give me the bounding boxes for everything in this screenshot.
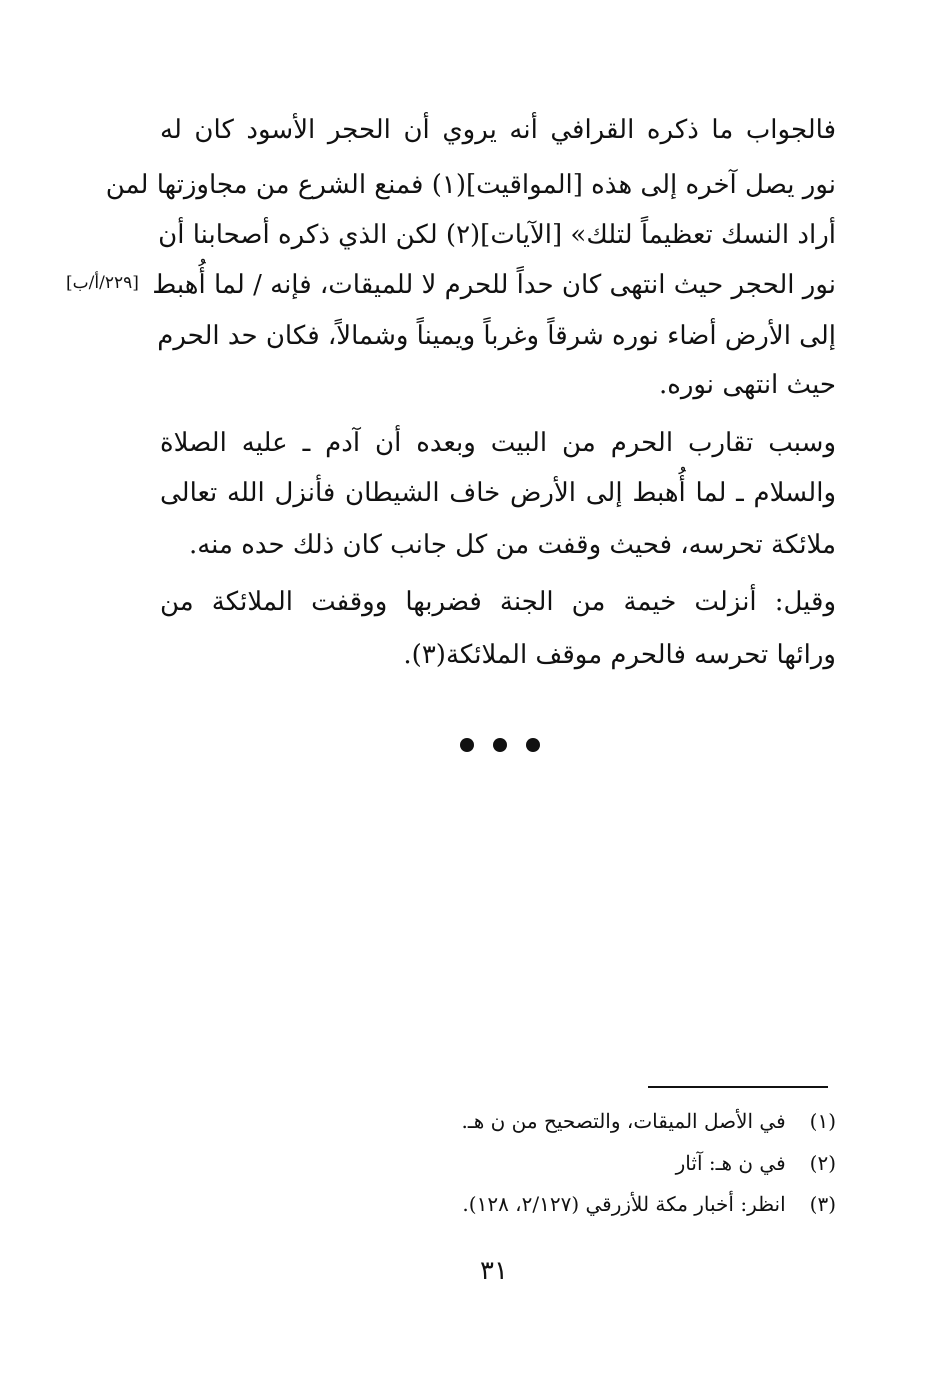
paragraph1-line6: حيث انتهى نوره. [658, 370, 836, 400]
paragraph3-line2: ورائها تحرسه فالحرم موقف الملائكة(٣). [403, 640, 836, 670]
paragraph2-line3: ملائكة تحرسه، فحيث وقفت من كل جانب كان ذلك حده منه. [188, 530, 836, 560]
paragraph1-line1: فالجواب ما ذكره القرافي أنه يروي أن الحجر الأسود كان له [160, 115, 836, 145]
paragraph2-line1: وسبب تقارب الحرم من البيت وبعده أن آدم ـ عليه الصلاة [160, 428, 836, 458]
footnote-number: (٢) [809, 1151, 836, 1175]
paragraph1-line5: إلى الأرض أضاء نوره شرقاً وغرباً ويميناً وشمالاً، فكان حد الحرم [157, 321, 836, 351]
footnote-number: (٣) [809, 1192, 836, 1216]
footnote-3 [462, 1186, 836, 1222]
separator-dot [460, 738, 474, 752]
paragraph3-line1: وقيل: أنزلت خيمة من الجنة فضربها ووقفت الملائكة من [160, 587, 836, 617]
margin-manuscript-reference: [٢٢٩/أ/ب] [66, 273, 139, 293]
separator-dot [493, 738, 507, 752]
separator-dot [526, 738, 540, 752]
paragraph1-line4: نور الحجر حيث انتهى كان حداً للحرم لا للميقات، فإنه / لما أُهبط [152, 270, 836, 300]
footnote-divider [648, 1086, 828, 1088]
footnote-number: (١) [809, 1109, 836, 1133]
footnote-text: في الأصل الميقات، والتصحيح من ن هـ. [461, 1109, 786, 1133]
footnote-1 [462, 1103, 837, 1139]
paragraph2-line2: والسلام ـ لما أُهبط إلى الأرض خاف الشيطان فأنزل الله تعالى [160, 478, 836, 508]
footnote-2 [676, 1145, 836, 1181]
footnote-text: في ن هـ: آثار [675, 1151, 786, 1175]
paragraph1-line2: نور يصل آخره إلى هذه [المواقيت](١) فمنع الشرع من مجاوزتها لمن [105, 170, 836, 200]
footnote-text: انظر: أخبار مكة للأزرقي (٢/١٢٧، ١٢٨). [462, 1192, 786, 1216]
page-number: ٣١ [480, 1256, 508, 1286]
section-separator-dots [460, 738, 540, 752]
paragraph1-line3: أراد النسك تعظيماً لتلك» [الآيات](٢) لكن الذي ذكره أصحابنا أن [158, 220, 836, 250]
